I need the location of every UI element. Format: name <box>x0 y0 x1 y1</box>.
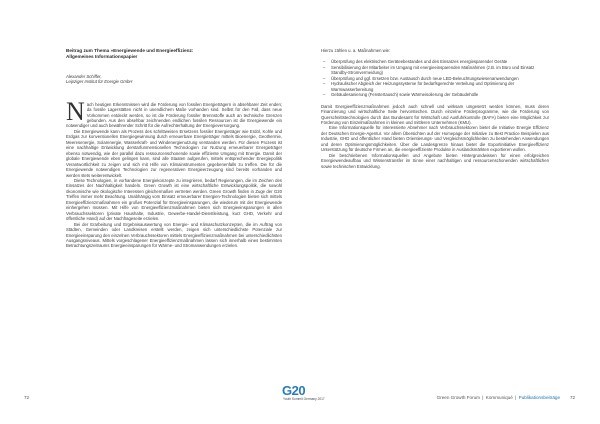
list-item: – Sensibilisierung der Mitarbeiter im Umgang mit energieeinsparenden Maßnahmen (z.B. im Büro und Einsatz Standby-Stromvermeidung) <box>321 65 549 76</box>
author-block <box>66 74 282 85</box>
footer-series: Publikationsbeiträge <box>518 395 560 400</box>
drop-cap: N <box>66 96 85 126</box>
list-item: – Überprüfung des elektrischen Geräteebestandes und des Einsatzes energiesparender Geräte <box>321 59 549 64</box>
page-number-left: 72 <box>24 395 30 400</box>
author-organization: Leipziger Institut für Energie GmbH <box>66 79 133 85</box>
list-item: – Gebäudesanierung (Fenstertausch) sowie Wärmeisolierung der Gebäudehülle <box>321 92 549 97</box>
paragraph-1 <box>66 96 282 129</box>
title-line-2: Allgemeines Informationspapier <box>66 53 138 59</box>
paragraph-1-text: ach heutigen Erkenntnissen wird die Förderung von fossilen Energieträgern in absehbarer Zeit enden; da fossile Lagerstätten nicht in unendlichem Maße vorhanden sind. Selbst für den Fall, dass neue Vorkommen entdeckt werden, so ist die Förderung fossiler Brennstoffe auch an technische Grenzen gebunden. Aus den absehbar zeichnenden endlichen fossilen Ressourcen ist die Energiewende ein notwendiger und auch bewährender Schritt für die Aufrechterhaltung der Energieversorgung. <box>66 101 282 129</box>
measures-lead: Hierzu zählen u. a. Maßnahmen wie: <box>321 48 391 53</box>
paragraph-2: Die Energiewende kann als Prozess des schrittweisen Ersetzens fossiler Energieträger wie Erdöl, Kohle und Erdgas zur konventionellen Energiegewinnung durch erneuerbare Energieträger mittels Bioenergie, Geothermie, Meeresenergie, Solarenergie, Wasserkraft- und Windenergienutzung verstanden werden. Für diesen Prozess ist eine nachhaltige Entwicklung derstarfunmensionellen Technologien zur Nutzung erneuerbarer Energieträger ebenso notwendig, wie der parallel dazu ressourcenschonende sowie effiziente Umgang mit Energie. Damit der globale Energiewende eben gelingen kann, sind alle Staaten aufgerufen, mittels entsprechender Energiepolitik Verantwortlichkeit zu zeigen und sich mit Hilfe von Klimainstrumenten gegebenenfalls zu treffen. Die für die Energiewende notwendigen Technologien zur regenerativen Energieerzeugung sind bereits vorhanden und werden stets weiterentwickelt. <box>66 128 282 178</box>
footer-separator: | <box>515 395 517 400</box>
right-paragraph-1: Damit Energieeffizienzmaßnahmen jedoch auch schnell und wirksam umgesetzt werden können, muss deren Finanzierung und wirtschaftliche Seite hervorstechen. Durch einzelne Förderprogramme, wie die Förderung von Querschnittstechnologien durch das Bundesamt für Wirtschaft und Ausfuhrkontrolle (BAFA) bieten eine Möglichkeit zur Förderung von Einzelmaßnahmen in kleinen und mittleren Unternehmen (KMU). <box>321 103 549 125</box>
paragraph-4: Bei der Erarbeitung und Ergebnisauswertung von Energie- und Klimaschutzkonzepten, die im Auftrag von Städten, Gemeinden oder Landkreisen erstellt werden, zeigen sich unterschiedlichste Potenziale zur Energieeinsparung den einzelnen Verbrauchssektoren mittels Energieeffizienzmaßnahmen bei unterschiedlichsten Ausgangsniveaus. Mittels vorgeschlagener Energieeffizienzmaßnahmen lassen sich innerhalb eines bestimmten Betrachtungszeitraums Energieeinsparungen für Wärme- und Stromanwendungen erzielen. <box>66 221 282 249</box>
article-title <box>66 48 282 60</box>
measures-list <box>321 59 549 97</box>
author-name: Alexander Schiffer, <box>66 73 102 79</box>
footer-section: Kommuniqué <box>485 395 513 400</box>
running-footer <box>420 395 560 401</box>
right-page-column <box>321 48 549 169</box>
list-item: – Überprüfung und ggf. Ersetzen bzw. Austausch durch neue LED-Beleuchtungswiesenanwendungen <box>321 76 549 81</box>
page-number-right: 72 <box>570 395 576 400</box>
g20-logo <box>282 383 325 402</box>
title-line-1: Beitrag zum Thema »Energiewende und Energieeffizienz: <box>66 48 194 53</box>
right-paragraph-3: Die beschriebenen Informationsquellen und Angebote bieten Hintergrundwissen für einen erfolgreichen Energiewendeaufbau und Wissenstransfer im Sinne einer nachhaltigen und ressourcenschonenden wirtschaftlichen sowie technischen Entwicklung. <box>321 152 549 169</box>
right-paragraph-2: Eine Informationsquelle für interessierte Abnehmer nach Verbrauchssektoren bietet die Initiative Energie Effizienz der Deutschen Energie-Agentur. Vor allem Übersichten auf der Homepage der Initiative zu Best Practice Beispielen aus Industrie, GHD und öffentlicher Hand bieten Orientierungs- und Vergleichsmöglichkeiten zu bestehenden Anwendungen und deren Optimierungsmöglichkeiten. Über die Landesgrenze hinaus bietet die Exportinitiative Energieeffizienz Unterstützung für deutsche Firmen an, die energieeffiziente Produkte in Auslandsmärkten exportieren wollen. <box>321 125 549 153</box>
list-item: – Hydraulischer Abgleich der Heizungssysteme für bedarfsgerechte Verteilung und Optimierung der Warmwasserbereitung <box>321 81 549 92</box>
left-body-text <box>66 96 282 249</box>
footer-separator: | <box>482 395 484 400</box>
g20-logo-subtitle: Youth Summit Germany 2017 <box>283 397 325 401</box>
footer-publication: Green Growth Forum <box>436 395 481 400</box>
paragraph-3: Diese Technologien, in vorhandene Energiekonzepte zu integrieren, bedarf Regierungen, die im Zeichen des Einsatzes der Nachhaltigkeit handeln. Green Growth ist eine wirtschaftliche Entwicklungspolitik, die sowohl ökonomische wie ökologische Interessen gleichermaßen vertreten werden. Green Growth finden in Zuge der G20 Treffen immer mehr Beachtung. Unabhängig vom Einsatz erneuerbarer Energien-Technologien bieten sich mittels Energieeffizienzmaßnahmen ein großes Potenzial für Energieeinsparungen, die wiederum mit der Energiewende einhergehen müssen. Mit Hilfe von Energieeffizienzmaßnahmen bieten sich Energieeinsparungen in allen Verbrauchssektoren (private Haushalte, Industrie, Gewerbe-Handel-Dienstleistung, kurz GHD, Verkehr und öffentliche Hand) auf der Nachfrageseite erzielen. <box>66 177 282 222</box>
g20-logo-text: G20 <box>282 383 306 398</box>
left-page-column <box>66 48 282 249</box>
